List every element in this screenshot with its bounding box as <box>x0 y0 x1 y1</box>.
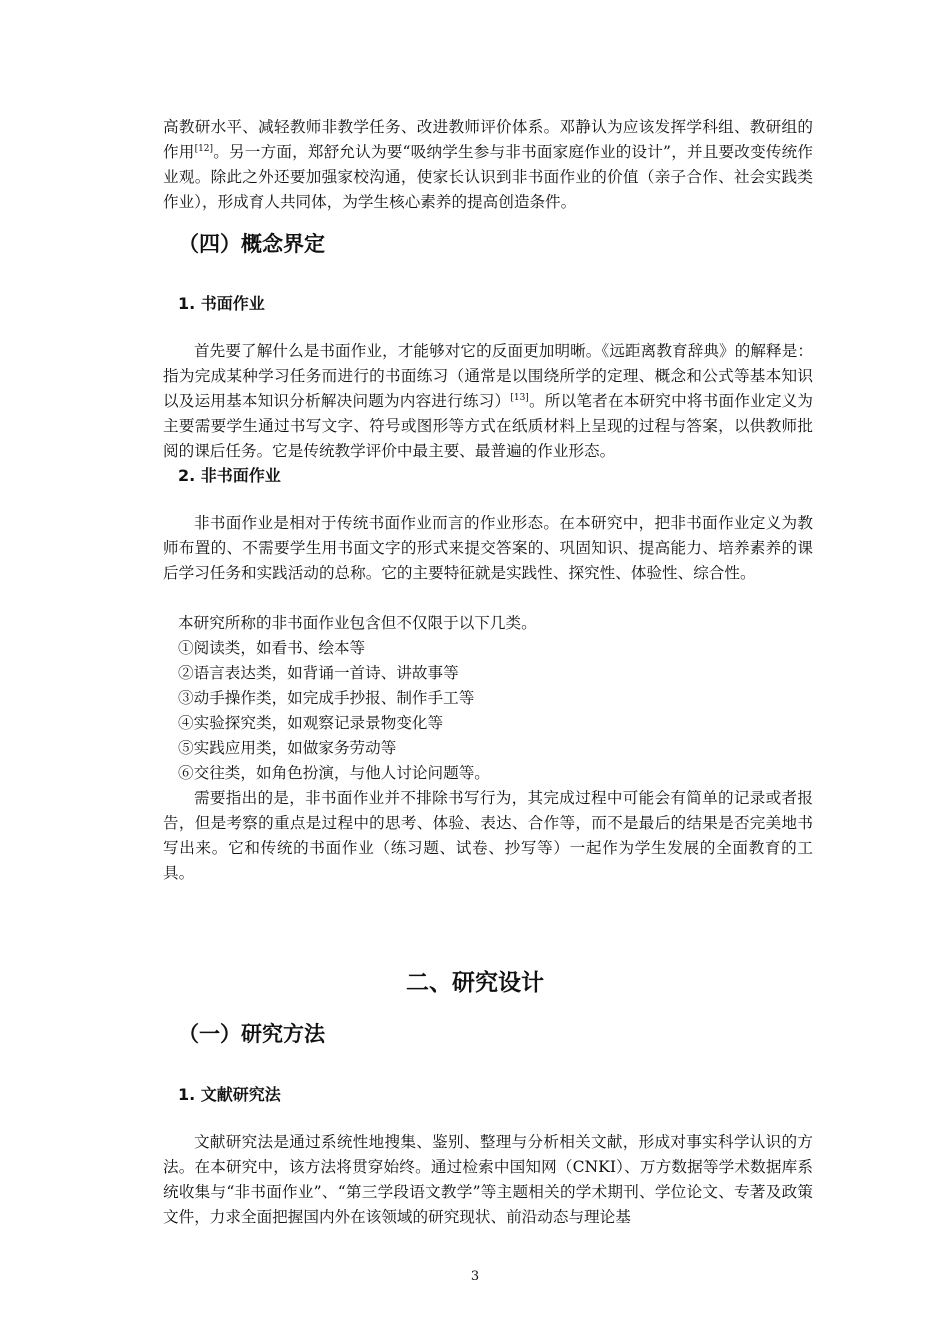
list-item: ④实验探究类，如观察记录景物变化等 <box>178 714 444 732</box>
subheading-written-homework: 1. 书面作业 <box>178 294 265 313</box>
subheading-literature-method: 1. 文献研究法 <box>178 1085 281 1104</box>
section-heading-concept: （四）概念界定 <box>178 232 325 256</box>
written-text-2: 。所以笔者在本研究中将书面作业定义为主要需要学生通过书写文字、符号或图形等方式在纸质材料上呈现的过程与答案，以供教师批阅的课后任务。它是传统教学评价中最主要、最普遍的作业形态。 <box>163 392 813 460</box>
list-item: ②语言表达类，如背诵一首诗、讲故事等 <box>178 664 459 682</box>
note-paragraph: 需要指出的是，非书面作业并不排除书写行为，其完成过程中可能会有简单的记录或者报告，但是考察的重点是过程中的思考、体验、表达、合作等，而不是最后的结果是否完美地书写出来。它和传统的书面作业（练习题、试卷、抄写等）一起作为学生发展的全面教育的工具。 <box>163 789 813 882</box>
chapter-heading-research-design: 二、研究设计 <box>406 970 544 996</box>
intro-paragraph <box>163 115 813 215</box>
intro-text-1: 高教研水平、减轻教师非教学任务、改进教师评价体系。邓静认为应该发挥学科组、教研组的作用 <box>163 118 813 161</box>
citation-12: [12] <box>194 143 214 154</box>
page-number: 3 <box>470 1269 480 1284</box>
written-text-1: 首先要了解什么是书面作业，才能够对它的反面更加明晰。《远距离教育辞典》的解释是：指为完成某种学习任务而进行的书面练习（通常是以围绕所学的定理、概念和公式等基本知识以及运用基本知识分析解决问题为内容进行练习） <box>163 342 813 410</box>
citation-13: [13] <box>510 392 529 403</box>
literature-method-paragraph: 文献研究法是通过系统性地搜集、鉴别、整理与分析相关文献，形成对事实科学认识的方法。在本研究中，该方法将贯穿始终。通过检索中国知网（CNKI）、万方数据等学术数据库系统收集与“非书面作业”、“第三学段语文教学”等主题相关的学术期刊、学位论文、专著及政策文件，力求全面把握国内外在该领域的研究现状、前沿动态与理论基 <box>163 1133 813 1226</box>
intro-text-2: 。另一方面，郑舒允认为要“吸纳学生参与非书面家庭作业的设计”，并且要改变传统作业观。除此之外还要加强家校沟通，使家长认识到非书面作业的价值（亲子合作、社会实践类作业），形成育人共同体，为学生核心素养的提高创造条件。 <box>163 143 813 211</box>
subheading-nonwritten-homework: 2. 非书面作业 <box>178 466 281 485</box>
list-item: ③动手操作类，如完成手抄报、制作手工等 <box>178 689 475 707</box>
list-intro: 本研究所称的非书面作业包含但不仅限于以下几类。 <box>178 614 537 632</box>
list-item: ①阅读类，如看书、绘本等 <box>178 639 366 657</box>
list-item: ⑤实践应用类，如做家务劳动等 <box>178 739 397 757</box>
section-heading-method: （一）研究方法 <box>178 1022 325 1046</box>
nonwritten-homework-paragraph: 非书面作业是相对于传统书面作业而言的作业形态。在本研究中，把非书面作业定义为教师布置的、不需要学生用书面文字的形式来提交答案的、巩固知识、提高能力、培养素养的课后学习任务和实践活动的总称。它的主要特征就是实践性、探究性、体验性、综合性。 <box>163 514 813 582</box>
written-homework-paragraph <box>163 339 813 464</box>
list-item: ⑥交往类，如角色扮演，与他人讨论问题等。 <box>178 764 490 782</box>
